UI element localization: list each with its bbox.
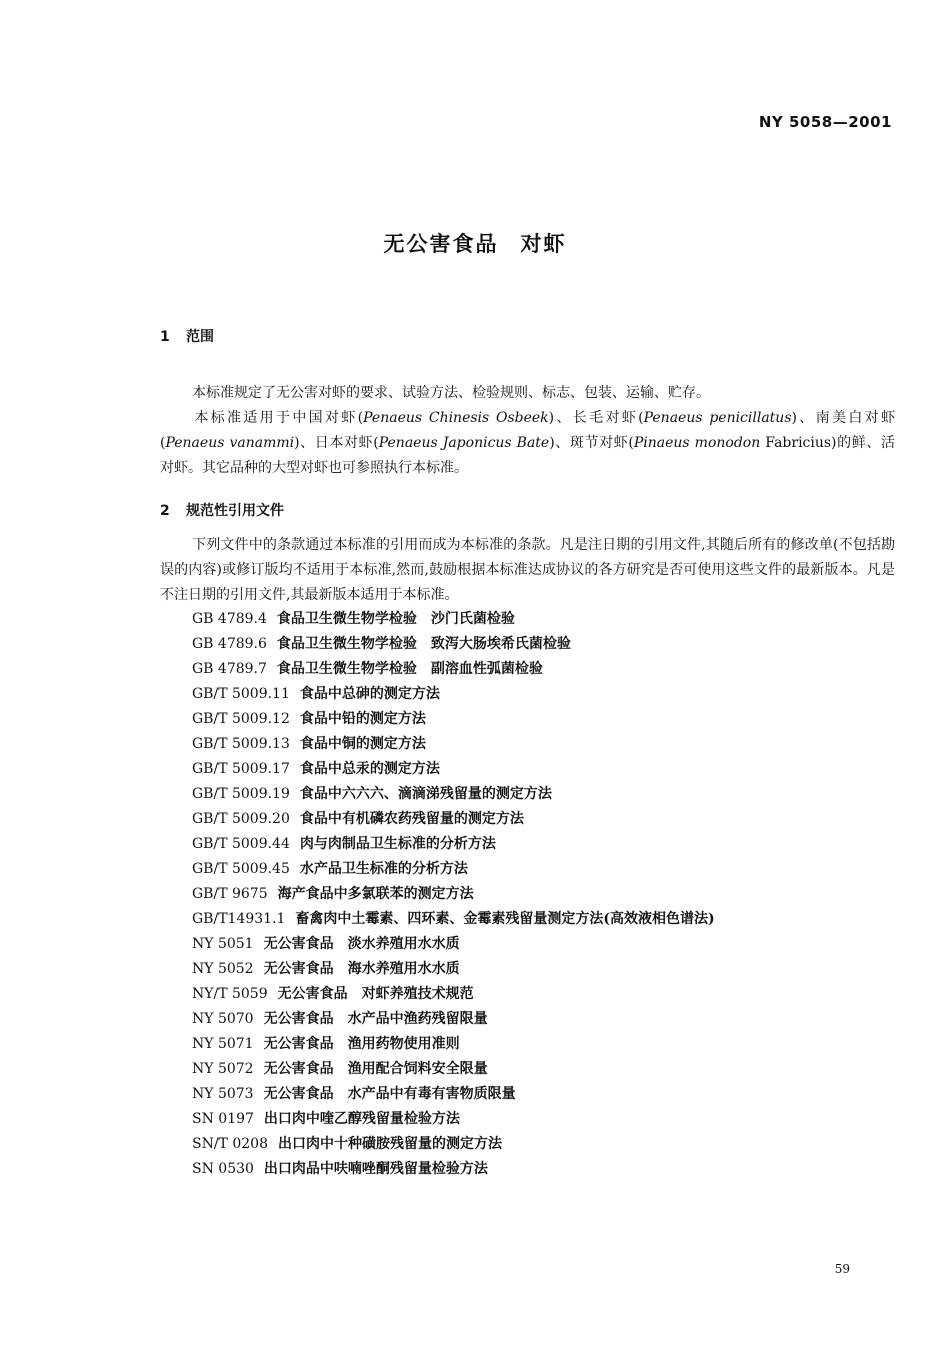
reference-code: NY 5052 — [192, 961, 254, 977]
reference-code: GB/T 9675 — [192, 886, 268, 902]
reference-code: GB/T 5009.45 — [192, 861, 290, 877]
section-1-title: 范围 — [186, 329, 214, 345]
reference-title: 无公害食品 海水养殖用水水质 — [263, 961, 460, 977]
title-part-2: 对虾 — [520, 232, 567, 256]
reference-title: 海产食品中多氯联苯的测定方法 — [277, 886, 474, 902]
reference-item — [192, 832, 715, 857]
reference-item — [192, 632, 715, 657]
reference-code: GB 4789.4 — [192, 611, 267, 627]
title-part-1: 无公害食品 — [383, 232, 499, 256]
reference-item — [192, 682, 715, 707]
reference-code: GB/T 5009.13 — [192, 736, 290, 752]
reference-item — [192, 907, 715, 932]
reference-item — [192, 1007, 715, 1032]
reference-code: GB/T 5009.44 — [192, 836, 290, 852]
reference-title: 肉与肉制品卫生标准的分析方法 — [299, 836, 496, 852]
reference-item — [192, 707, 715, 732]
reference-title: 食品卫生微生物学检验 沙门氏菌检验 — [276, 611, 515, 627]
reference-item — [192, 882, 715, 907]
reference-title: 无公害食品 淡水养殖用水水质 — [263, 936, 460, 952]
species-name: Penaeus vanammi — [165, 435, 295, 451]
species-name: Pinaeus monodon — [633, 435, 761, 451]
reference-title: 出口肉品中呋喃唑酮残留量检验方法 — [263, 1161, 488, 1177]
reference-title: 食品中总汞的测定方法 — [299, 761, 440, 777]
reference-code: GB 4789.7 — [192, 661, 267, 677]
document-title — [0, 228, 950, 258]
reference-title: 食品中总砷的测定方法 — [299, 686, 440, 702]
reference-code: SN/T 0208 — [192, 1136, 268, 1152]
reference-code: SN 0530 — [192, 1161, 254, 1177]
reference-code: NY 5073 — [192, 1086, 254, 1102]
reference-title: 食品卫生微生物学检验 致泻大肠埃希氏菌检验 — [276, 636, 571, 652]
reference-item — [192, 1107, 715, 1132]
reference-code: SN 0197 — [192, 1111, 254, 1127]
reference-title: 无公害食品 水产品中渔药残留限量 — [263, 1011, 488, 1027]
species-name: Penaeus penicillatus — [643, 410, 792, 426]
normative-references-intro: 下列文件中的条款通过本标准的引用而成为本标准的条款。凡是注日期的引用文件,其随后所有的修改单(不包括勘误的内容)或修订版均不适用于本标准,然而,鼓励根据本标准达成协议的各方研究是否可使用这些文件的最新版本。凡是不注日期的引用文件,其最新版本适用于本标准。 — [160, 537, 895, 603]
reference-title: 无公害食品 渔用配合饲料安全限量 — [263, 1061, 488, 1077]
section-2-number: 2 — [160, 503, 170, 519]
reference-title: 无公害食品 水产品中有毒有害物质限量 — [263, 1086, 516, 1102]
reference-title: 食品中铅的测定方法 — [299, 711, 426, 727]
reference-title: 无公害食品 对虾养殖技术规范 — [277, 986, 474, 1002]
standard-number: NY 5058—2001 — [758, 113, 892, 131]
reference-code: GB/T 5009.12 — [192, 711, 290, 727]
reference-code: NY 5051 — [192, 936, 254, 952]
reference-item — [192, 807, 715, 832]
reference-code: NY 5070 — [192, 1011, 254, 1027]
reference-item — [192, 1057, 715, 1082]
reference-title: 无公害食品 渔用药物使用准则 — [263, 1036, 460, 1052]
reference-code: NY 5072 — [192, 1061, 254, 1077]
reference-code: GB/T 5009.11 — [192, 686, 290, 702]
reference-code: GB/T 5009.20 — [192, 811, 290, 827]
species-name: Penaeus Japonicus Bate — [378, 435, 550, 451]
reference-title: 出口肉中喹乙醇残留量检验方法 — [263, 1111, 460, 1127]
reference-code: GB/T 5009.19 — [192, 786, 290, 802]
page-number: 59 — [834, 1262, 850, 1276]
reference-code: GB/T 5009.17 — [192, 761, 290, 777]
reference-title: 食品中六六六、滴滴涕残留量的测定方法 — [299, 786, 552, 802]
section-1-number: 1 — [160, 329, 170, 345]
reference-item — [192, 782, 715, 807]
reference-item — [192, 1082, 715, 1107]
section-2-heading — [160, 500, 284, 520]
reference-code: GB 4789.6 — [192, 636, 267, 652]
section-1-heading — [160, 326, 214, 346]
reference-item — [192, 1032, 715, 1057]
species-name: Penaeus Chinesis Osbeek — [363, 410, 549, 426]
reference-item — [192, 857, 715, 882]
reference-item — [192, 1132, 715, 1157]
reference-code: GB/T14931.1 — [192, 911, 286, 927]
reference-list — [192, 607, 715, 1182]
reference-title: 畜禽肉中土霉素、四环素、金霉素残留量测定方法(高效液相色谱法) — [295, 911, 715, 927]
reference-item — [192, 957, 715, 982]
scope-paragraph-1: 本标准规定了无公害对虾的要求、试验方法、检验规则、标志、包装、运输、贮存。 — [192, 385, 710, 401]
reference-code: NY 5071 — [192, 1036, 254, 1052]
reference-item — [192, 607, 715, 632]
reference-title: 食品中有机磷农药残留量的测定方法 — [299, 811, 524, 827]
reference-item — [192, 932, 715, 957]
reference-title: 食品中铜的测定方法 — [299, 736, 426, 752]
reference-title: 水产品卫生标准的分析方法 — [299, 861, 468, 877]
scope-paragraph-2: 本标准适用于中国对虾(Penaeus Chinesis Osbeek)、长毛对虾(Penaeus penicillatus)、南美白对虾(Penaeus vanammi)、日本对虾(Penaeus Japonicus Bate)、斑节对虾(Pinaeus monodon Fabricius)的鲜、活对虾。其它品种的大型对虾也可参照执行本标准。 — [160, 410, 895, 476]
reference-item — [192, 757, 715, 782]
reference-title: 出口肉中十种磺胺残留量的测定方法 — [277, 1136, 502, 1152]
reference-code: NY/T 5059 — [192, 986, 268, 1002]
section-2-title: 规范性引用文件 — [186, 503, 284, 519]
reference-item — [192, 657, 715, 682]
reference-item — [192, 982, 715, 1007]
reference-title: 食品卫生微生物学检验 副溶血性弧菌检验 — [276, 661, 543, 677]
reference-item — [192, 1157, 715, 1182]
reference-item — [192, 732, 715, 757]
